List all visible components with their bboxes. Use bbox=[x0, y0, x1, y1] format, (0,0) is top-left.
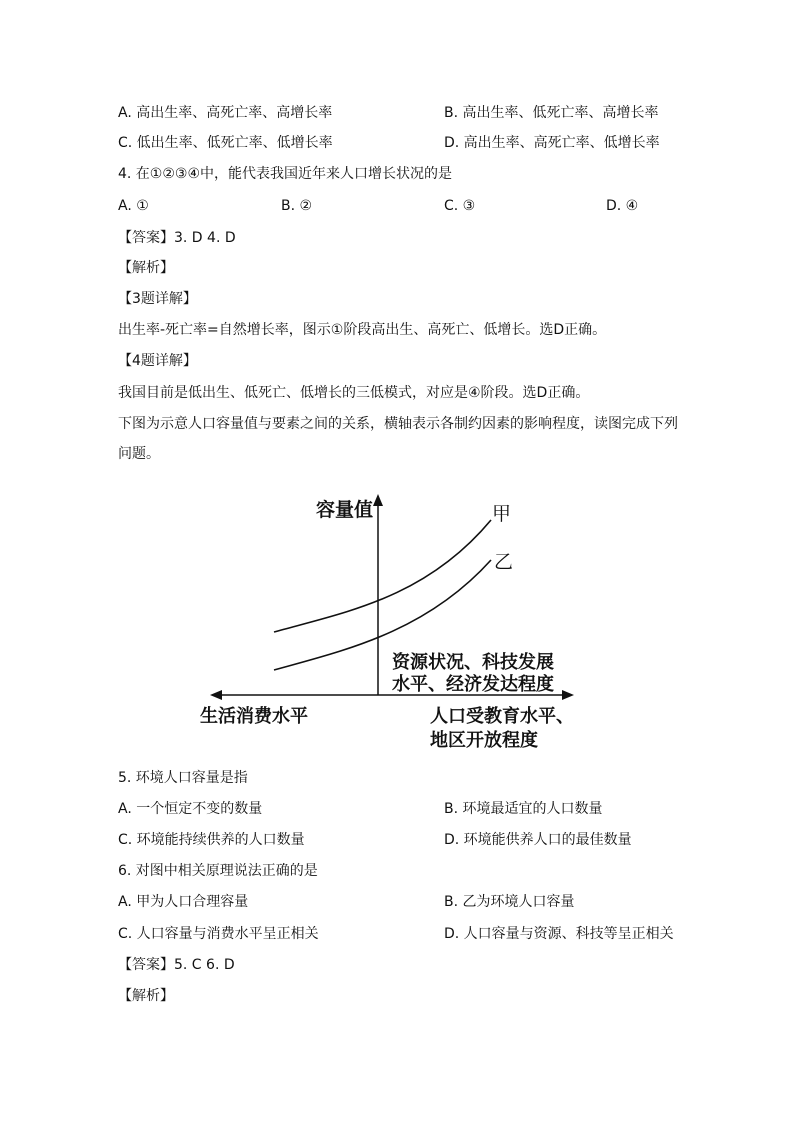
q3-option-a: A. 高出生率、高死亡率、高增长率 bbox=[118, 105, 333, 121]
q4-option-a: A. ① bbox=[118, 198, 149, 214]
q4-option-c: C. ③ bbox=[444, 198, 476, 214]
y-axis-arrow bbox=[373, 494, 383, 506]
q6-option-a: A. 甲为人口合理容量 bbox=[118, 894, 249, 910]
curve-yi-label: 乙 bbox=[494, 551, 514, 573]
q4-option-b: B. ② bbox=[281, 198, 313, 214]
curve-jia-label: 甲 bbox=[492, 503, 512, 525]
intro-line-2: 问题。 bbox=[118, 446, 160, 462]
detail-3-title: 【3题详解】 bbox=[118, 291, 197, 307]
y-axis-label: 容量值 bbox=[316, 499, 374, 521]
curve-jia bbox=[274, 520, 491, 632]
x-axis-right-arrow bbox=[562, 690, 574, 700]
intro-line-1: 下图为示意人口容量值与要素之间的关系，横轴表示各制约因素的影响程度，读图完成下列 bbox=[118, 416, 678, 432]
q3-option-b: B. 高出生率、低死亡率、高增长率 bbox=[444, 105, 659, 121]
q5-option-b: B. 环境最适宜的人口数量 bbox=[444, 801, 603, 817]
bottom-right-label-1: 人口受教育水平、 bbox=[430, 706, 574, 727]
detail-4-title: 【4题详解】 bbox=[118, 353, 197, 369]
x-axis-left-arrow bbox=[210, 690, 222, 700]
q3-option-d: D. 高出生率、高死亡率、低增长率 bbox=[444, 135, 660, 151]
q4-option-d: D. ④ bbox=[606, 198, 639, 214]
q4-stem: 4. 在①②③④中，能代表我国近年来人口增长状况的是 bbox=[118, 166, 453, 182]
analysis-heading-1: 【解析】 bbox=[118, 260, 174, 276]
answer-5-6: 【答案】5. C 6. D bbox=[118, 957, 235, 973]
q5-option-c: C. 环境能持续供养的人口数量 bbox=[118, 832, 305, 848]
left-axis-label: 生活消费水平 bbox=[200, 706, 308, 727]
population-capacity-figure bbox=[196, 490, 596, 760]
q6-option-c: C. 人口容量与消费水平呈正相关 bbox=[118, 926, 319, 942]
analysis-heading-2: 【解析】 bbox=[118, 988, 174, 1004]
right-factor-label-1: 资源状况、科技发展 bbox=[392, 652, 554, 673]
answer-3-4: 【答案】3. D 4. D bbox=[118, 230, 236, 246]
q5-stem: 5. 环境人口容量是指 bbox=[118, 770, 248, 786]
q5-option-d: D. 环境能供养人口的最佳数量 bbox=[444, 832, 632, 848]
q6-stem: 6. 对图中相关原理说法正确的是 bbox=[118, 863, 318, 879]
q5-option-a: A. 一个恒定不变的数量 bbox=[118, 801, 263, 817]
q6-option-b: B. 乙为环境人口容量 bbox=[444, 894, 575, 910]
detail-4-text: 我国目前是低出生、低死亡、低增长的三低模式，对应是④阶段。选D正确。 bbox=[118, 385, 590, 401]
bottom-right-label-2: 地区开放程度 bbox=[430, 730, 538, 751]
q3-option-c: C. 低出生率、低死亡率、低增长率 bbox=[118, 135, 333, 151]
detail-3-text: 出生率-死亡率=自然增长率，图示①阶段高出生、高死亡、低增长。选D正确。 bbox=[118, 322, 607, 338]
q6-option-d: D. 人口容量与资源、科技等呈正相关 bbox=[444, 926, 674, 942]
right-factor-label-2: 水平、经济发达程度 bbox=[392, 674, 554, 695]
